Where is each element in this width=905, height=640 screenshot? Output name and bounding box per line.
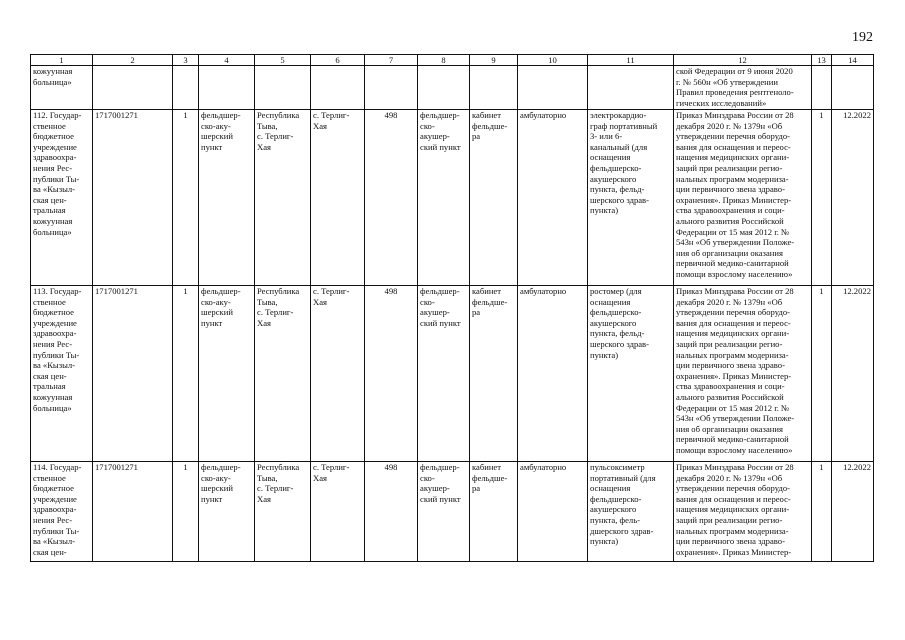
- facility-type-cell: фельдшер- ско-аку- шерский пункт: [199, 110, 255, 286]
- column-header: 9: [470, 55, 518, 66]
- table-row: [31, 286, 874, 462]
- column-header: 4: [199, 55, 255, 66]
- column-header: 12: [674, 55, 812, 66]
- column-header: 5: [255, 55, 311, 66]
- legal-basis-cell: ской Федерации от 9 июня 2020 г. № 560н «Об утверждении Правил проведения рентгеноло- гических исследований»: [674, 66, 812, 110]
- table-row: [31, 462, 874, 562]
- equipment-cell: ростомер (для оснащения фельдшерско- акушерского пункта, фельд- шерского здрав- пункта): [588, 286, 674, 462]
- equipment-table: [30, 54, 874, 562]
- date-cell: 12.2022: [832, 462, 874, 562]
- organization-cell: 114. Государ- ственное бюджетное учреждение здравоохра- нения Рес- публики Ты- ва «Кызыл- ская цен-: [31, 462, 93, 562]
- empty-cell: [812, 66, 832, 110]
- population-cell: 498: [365, 462, 418, 562]
- count-cell: 1: [173, 462, 199, 562]
- facility-type-cell: фельдшер- ско-аку- шерский пункт: [199, 286, 255, 462]
- column-header: 7: [365, 55, 418, 66]
- empty-cell: [255, 66, 311, 110]
- address-cell: Республика Тыва, с. Терлиг- Хая: [255, 110, 311, 286]
- column-header: 6: [311, 55, 365, 66]
- inn-cell: 1717001271: [93, 110, 173, 286]
- empty-cell: [470, 66, 518, 110]
- column-header: 2: [93, 55, 173, 66]
- empty-cell: [418, 66, 470, 110]
- column-header: 10: [518, 55, 588, 66]
- room-cell: кабинет фельдше- ра: [470, 110, 518, 286]
- empty-cell: [588, 66, 674, 110]
- settlement-cell: с. Терлиг- Хая: [311, 462, 365, 562]
- organization-cell: кожуунная больница»: [31, 66, 93, 110]
- empty-cell: [199, 66, 255, 110]
- population-cell: 498: [365, 110, 418, 286]
- legal-basis-cell: Приказ Минздрава России от 28 декабря 2020 г. № 1379н «Об утверждении перечня оборудо- вания для оснащения и переос- нащения медицинских органи- заций при реализации регио- нальных программ модерниза- ции первичного звена здраво- охранения». Приказ Министер-: [674, 462, 812, 562]
- date-cell: 12.2022: [832, 286, 874, 462]
- settlement-cell: с. Терлиг- Хая: [311, 110, 365, 286]
- equipment-cell: пульсоксиметр портативный (для оснащения фельдшерско- акушерского пункта, фель- дшерского здрав- пункта): [588, 462, 674, 562]
- care-type-cell: амбулаторно: [518, 110, 588, 286]
- quantity-cell: 1: [812, 462, 832, 562]
- continuation-row: [31, 66, 874, 110]
- empty-cell: [311, 66, 365, 110]
- inn-cell: 1717001271: [93, 462, 173, 562]
- empty-cell: [365, 66, 418, 110]
- column-header: 8: [418, 55, 470, 66]
- date-cell: 12.2022: [832, 110, 874, 286]
- empty-cell: [832, 66, 874, 110]
- legal-basis-cell: Приказ Минздрава России от 28 декабря 2020 г. № 1379н «Об утверждении перечня оборудо- вания для оснащения и переос- нащения медицинских органи- заций при реализации регио- нальных программ модерниза- ции первичного звена здраво- охранения». Приказ Министер- ства здравоохранения и соци- ального развития Российской Федерации от 15 мая 2012 г. № 543н «Об утверждении Положе- ния об организации оказания первичной медико-санитарной помощи взрослому населению»: [674, 110, 812, 286]
- address-cell: Республика Тыва, с. Терлиг- Хая: [255, 462, 311, 562]
- count-cell: 1: [173, 286, 199, 462]
- equipment-cell: электрокардио- граф портативный 3- или 6- канальный (для оснащения фельдшерско- акушерского пункта, фельд- шерского здрав- пункта): [588, 110, 674, 286]
- empty-cell: [173, 66, 199, 110]
- column-header: 13: [812, 55, 832, 66]
- unit-cell: фельдшер- ско- акушер- ский пункт: [418, 286, 470, 462]
- header-row: [31, 55, 874, 66]
- room-cell: кабинет фельдше- ра: [470, 286, 518, 462]
- empty-cell: [518, 66, 588, 110]
- facility-type-cell: фельдшер- ско-аку- шерский пункт: [199, 462, 255, 562]
- address-cell: Республика Тыва, с. Терлиг- Хая: [255, 286, 311, 462]
- organization-cell: 113. Государ- ственное бюджетное учреждение здравоохра- нения Рес- публики Ты- ва «Кызыл- ская цен- тральная кожуунная больница»: [31, 286, 93, 462]
- page-number: 192: [852, 30, 873, 45]
- room-cell: кабинет фельдше- ра: [470, 462, 518, 562]
- quantity-cell: 1: [812, 286, 832, 462]
- care-type-cell: амбулаторно: [518, 286, 588, 462]
- count-cell: 1: [173, 110, 199, 286]
- care-type-cell: амбулаторно: [518, 462, 588, 562]
- inn-cell: 1717001271: [93, 286, 173, 462]
- column-header: 14: [832, 55, 874, 66]
- column-header: 11: [588, 55, 674, 66]
- settlement-cell: с. Терлиг- Хая: [311, 286, 365, 462]
- empty-cell: [93, 66, 173, 110]
- unit-cell: фельдшер- ско- акушер- ский пункт: [418, 110, 470, 286]
- table-row: [31, 110, 874, 286]
- quantity-cell: 1: [812, 110, 832, 286]
- column-header: 3: [173, 55, 199, 66]
- population-cell: 498: [365, 286, 418, 462]
- organization-cell: 112. Государ- ственное бюджетное учреждение здравоохра- нения Рес- публики Ты- ва «Кызыл- ская цен- тральная кожуунная больница»: [31, 110, 93, 286]
- unit-cell: фельдшер- ско- акушер- ский пункт: [418, 462, 470, 562]
- column-header: 1: [31, 55, 93, 66]
- legal-basis-cell: Приказ Минздрава России от 28 декабря 2020 г. № 1379н «Об утверждении перечня оборудо- вания для оснащения и переос- нащения медицинских органи- заций при реализации регио- нальных программ модерниза- ции первичного звена здраво- охранения». Приказ Министер- ства здравоохранения и соци- ального развития Российской Федерации от 15 мая 2012 г. № 543н «Об утверждении Положе- ния об организации оказания первичной медико-санитарной помощи взрослому населению»: [674, 286, 812, 462]
